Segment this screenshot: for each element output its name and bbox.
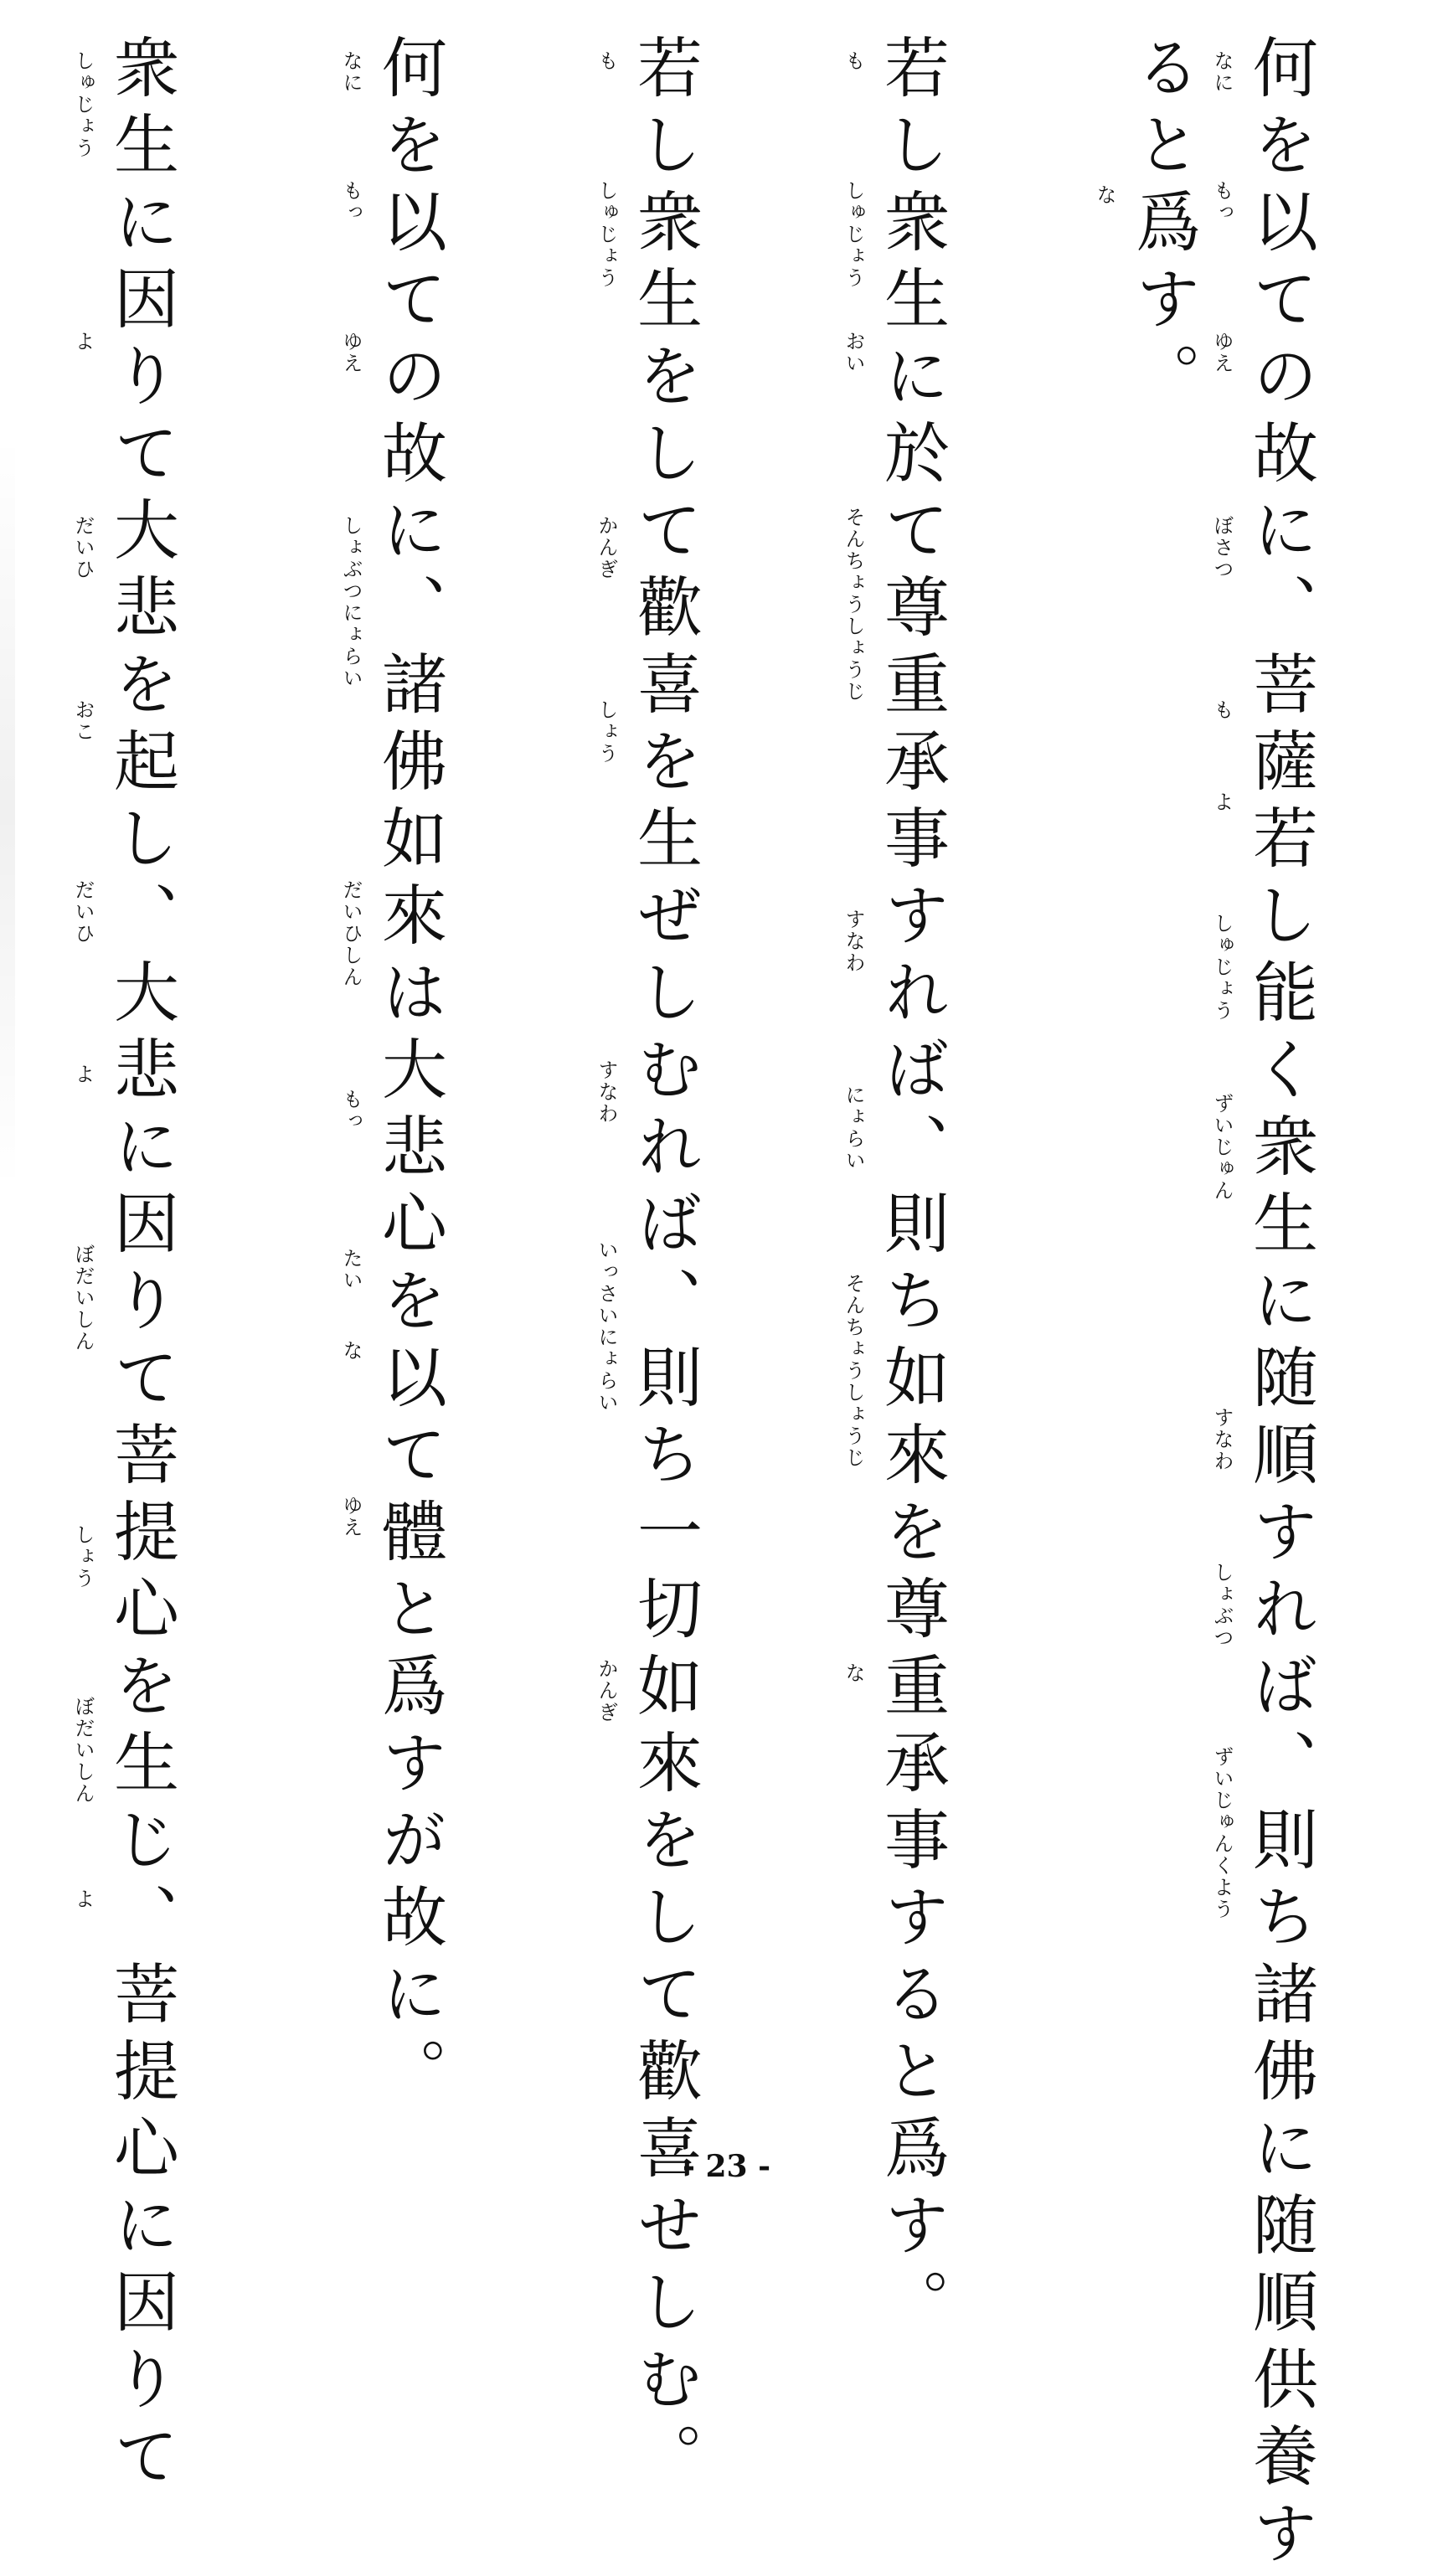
text-column-6 xyxy=(67,33,276,2499)
column-text: 若し衆生をして歡喜を生ぜしむれば、則ち一切如來をして歡喜せしむ。 xyxy=(626,33,702,2499)
column-text: 何を以ての故に、菩薩若し能く衆生に随順すれば、則ち諸佛に随順供養す xyxy=(1242,33,1317,2576)
ruby-sonchoushouji: そんちょうしょうじ xyxy=(842,1273,865,1469)
ruby-yo: よ xyxy=(71,1888,95,1910)
page-number: - 23 - xyxy=(682,2149,771,2184)
ruby-daihi: だいひ xyxy=(71,879,95,945)
ruby-yo: よ xyxy=(71,331,95,353)
text-column-3 xyxy=(837,33,1047,2345)
ruby-kangi: かんぎ xyxy=(595,515,618,580)
ruby-sunawa: すなわ xyxy=(1210,1407,1234,1472)
ruby-nyorai: にょらい xyxy=(842,1084,865,1172)
ruby-daihi: だいひ xyxy=(71,515,95,580)
ruby-yue: ゆえ xyxy=(1210,331,1234,374)
ruby-sunawa: すなわ xyxy=(842,909,865,974)
ruby-sunawa: すなわ xyxy=(595,1059,618,1125)
ruby-sonchoushouji: そんちょうしょうじ xyxy=(842,507,865,703)
ruby-bosatsu: ぼさつ xyxy=(1210,515,1234,580)
ruby-mot: もっ xyxy=(339,180,363,224)
ruby-mo: も xyxy=(1210,699,1234,721)
ruby-yo: よ xyxy=(1210,791,1234,813)
ruby-shobutsu: しょぶつ xyxy=(1210,1562,1234,1649)
ruby-oi: おい xyxy=(842,331,865,374)
ruby-na: な xyxy=(339,1340,363,1362)
ruby-issainyorai: いっさいにょらい xyxy=(595,1239,618,1414)
ruby-nani: なに xyxy=(1210,50,1234,94)
ruby-na: な xyxy=(1093,184,1116,206)
ruby-shujou: しゅじょう xyxy=(595,180,618,289)
ruby-zuijunkuyou: ずいじゅんくよう xyxy=(1210,1746,1234,1920)
ruby-shou: しょう xyxy=(71,1524,95,1589)
ruby-shujou: しゅじょう xyxy=(1210,913,1234,1022)
ruby-kangi: かんぎ xyxy=(595,1658,618,1723)
ruby-bodaishin: ぼだいしん xyxy=(71,1696,95,1805)
ruby-nani: なに xyxy=(339,50,363,94)
ruby-tai: たい xyxy=(339,1248,363,1291)
ruby-mo: も xyxy=(842,50,865,72)
ruby-shobutsunyorai: しょぶつにょらい xyxy=(339,515,363,689)
column-text: 衆生に因りて大悲を起し、大悲に因りて菩提心を生じ、菩提心に因りて xyxy=(103,33,178,2499)
ruby-shujou: しゅじょう xyxy=(71,50,95,159)
ruby-zuijun: ずいじゅん xyxy=(1210,1093,1234,1202)
page-edge-smudge xyxy=(0,435,15,1189)
ruby-yue: ゆえ xyxy=(339,331,363,374)
ruby-shujou: しゅじょう xyxy=(842,180,865,289)
ruby-mo: も xyxy=(595,50,618,72)
column-text: ると爲す。 xyxy=(1125,33,1200,419)
text-column-2 xyxy=(1089,33,1298,2144)
text-column-5 xyxy=(335,33,544,2144)
ruby-mot: もっ xyxy=(339,1089,363,1132)
ruby-mot: もっ xyxy=(1210,180,1234,224)
ruby-daihishin: だいひしん xyxy=(339,879,363,988)
column-text: 何を以ての故に、諸佛如來は大悲心を以て體と爲すが故に。 xyxy=(371,33,446,2114)
ruby-na: な xyxy=(842,1662,865,1684)
ruby-yo: よ xyxy=(71,1064,95,1085)
ruby-oko: おこ xyxy=(71,699,95,743)
ruby-yue: ゆえ xyxy=(339,1495,363,1538)
ruby-shou: しょう xyxy=(595,699,618,765)
column-text: 若し衆生に於て尊重承事すれば、則ち如來を尊重承事すると爲す。 xyxy=(873,33,949,2345)
ruby-bodaishin: ぼだいしん xyxy=(71,1244,95,1352)
